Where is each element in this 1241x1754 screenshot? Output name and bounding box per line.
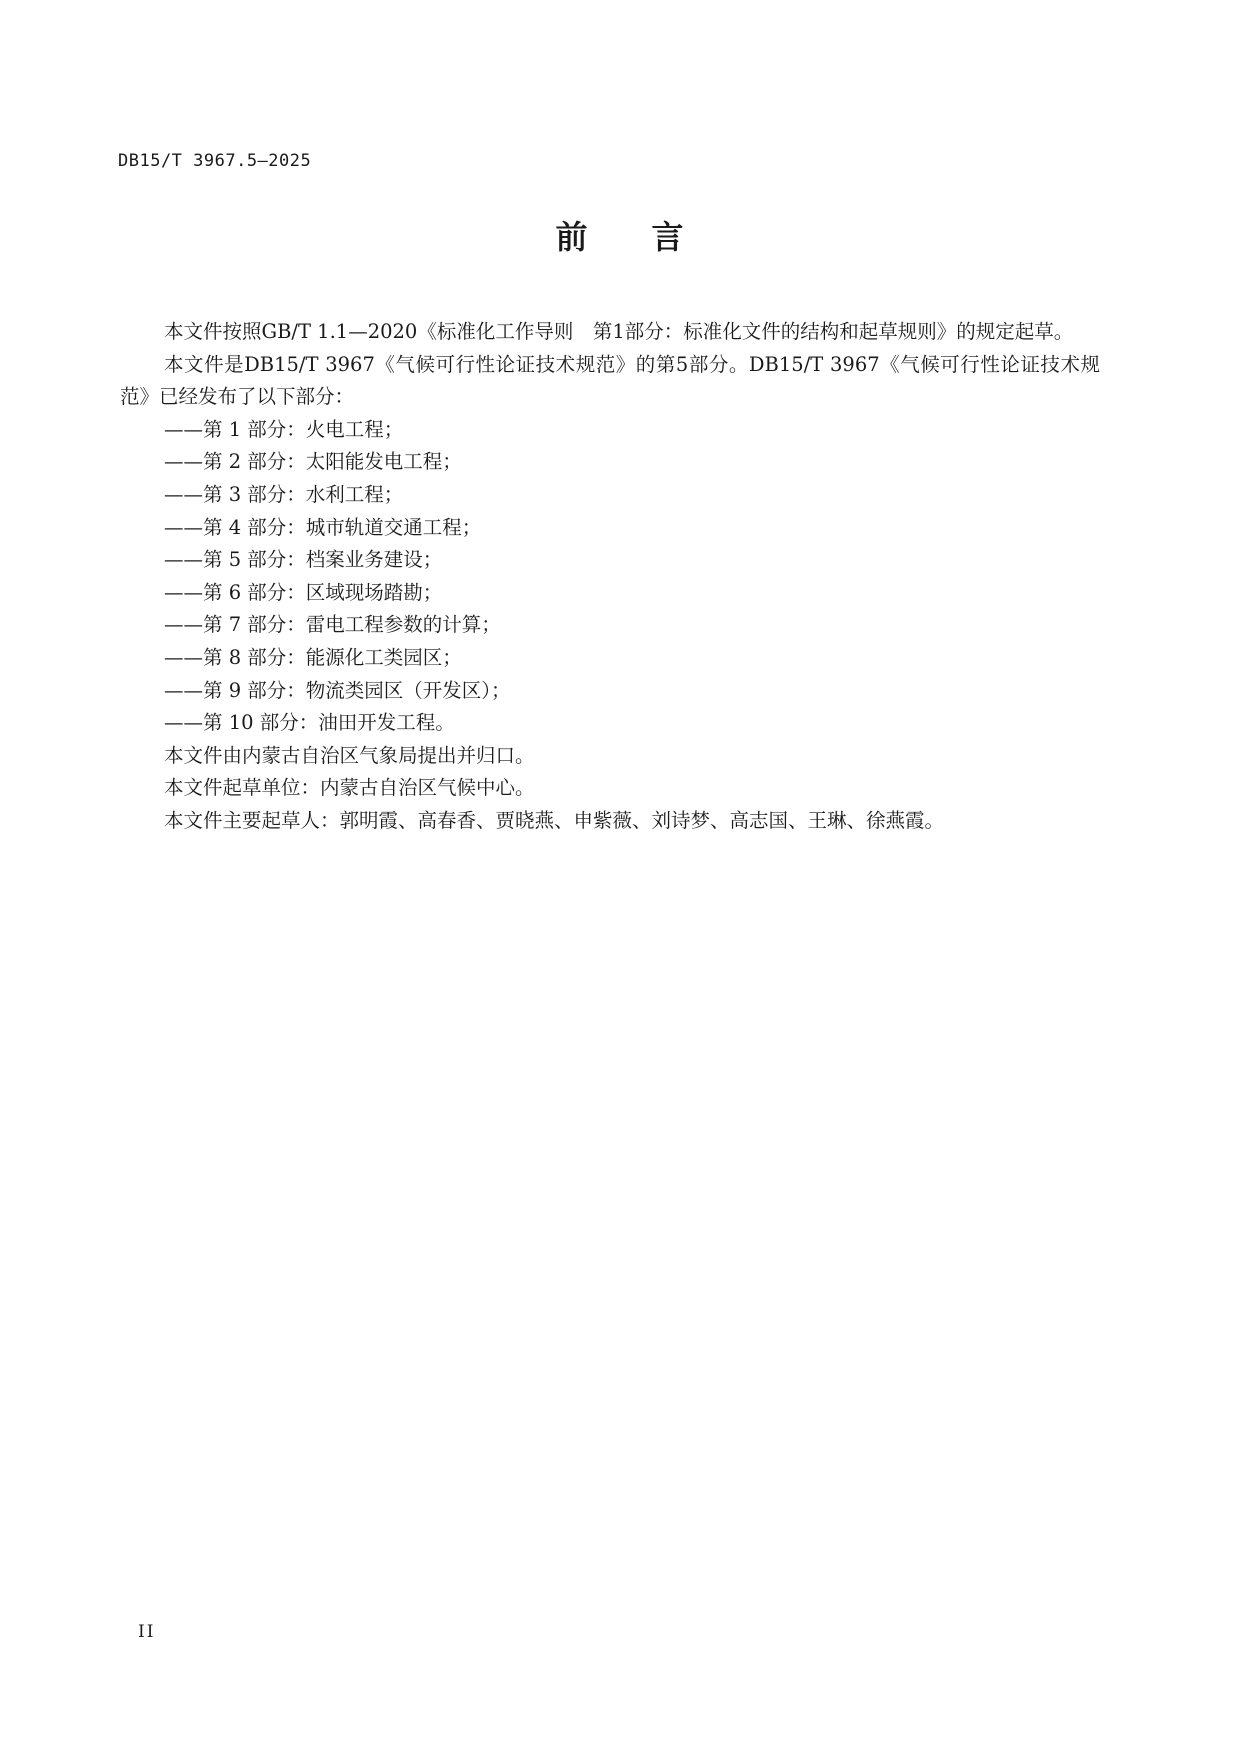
paragraph-series-info: 本文件是DB15/T 3967《气候可行性论证技术规范》的第5部分。DB15/T 3967《气候可行性论证技术规范》已经发布了以下部分： (120, 352, 1100, 409)
title-char-2: 言 (651, 218, 686, 256)
list-item: ——第 3 部分：水利工程； (164, 482, 404, 506)
list-item: ——第 5 部分：档案业务建设； (164, 548, 443, 572)
document-code: DB15/T 3967.5—2025 (118, 151, 312, 171)
paragraph-drafters: 本文件主要起草人：郭明霞、高春香、贾晓燕、申紫薇、刘诗梦、高志国、王琳、徐燕霞。 (164, 808, 945, 832)
page-title (0, 212, 1241, 258)
list-item: ——第 6 部分：区域现场踏勘； (164, 580, 443, 604)
list-item: ——第 10 部分：油田开发工程。 (164, 711, 455, 735)
list-item: ——第 4 部分：城市轨道交通工程； (164, 515, 482, 539)
list-item: ——第 8 部分：能源化工类园区； (164, 645, 462, 669)
list-item: ——第 9 部分：物流类园区（开发区）； (164, 678, 511, 702)
list-item: ——第 2 部分：太阳能发电工程； (164, 450, 462, 474)
paragraph-drafting-basis: 本文件按照GB/T 1.1—2020《标准化工作导则 第1部分：标准化文件的结构和起草规则》的规定起草。 (164, 320, 1074, 343)
paragraph-drafting-unit: 本文件起草单位：内蒙古自治区气候中心。 (164, 776, 535, 800)
page-number: II (138, 1622, 156, 1642)
list-item: ——第 1 部分：火电工程； (164, 417, 404, 441)
list-item: ——第 7 部分：雷电工程参数的计算； (164, 613, 501, 637)
paragraph-proposer: 本文件由内蒙古自治区气象局提出并归口。 (164, 743, 535, 767)
title-char-1: 前 (555, 218, 590, 256)
foreword-body (120, 316, 1100, 838)
